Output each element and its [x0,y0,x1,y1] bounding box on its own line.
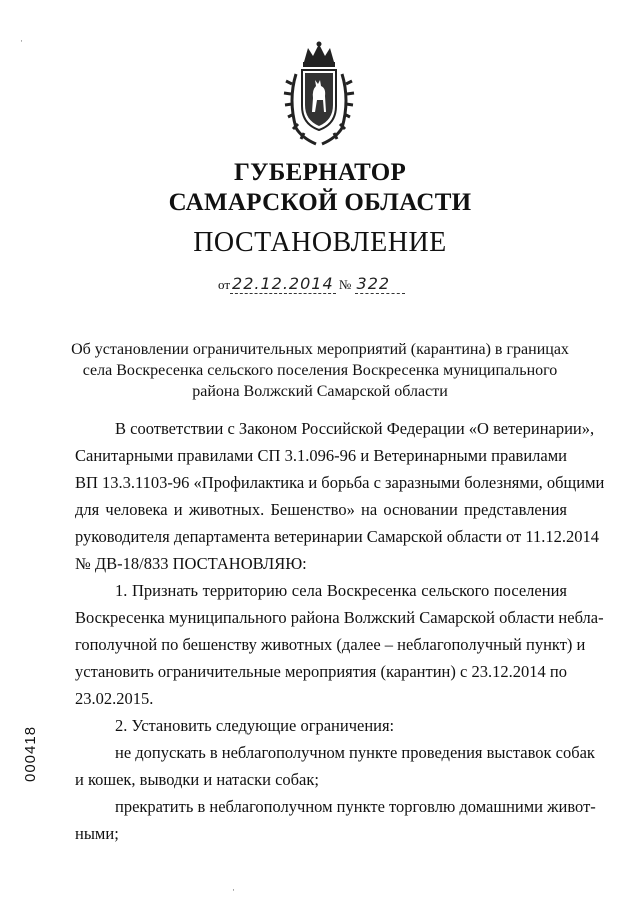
subject-line: села Воскресенка сельского поселения Воскресенка муниципального [82,362,558,379]
coat-of-arms-icon [282,40,356,150]
body-line: руководителя департамента ветеринарии Самарской области от 11.12.2014 [75,527,600,546]
document-subject [60,339,580,402]
body-line: для человека и животных. Бешенство» на основании представления [75,500,567,519]
body-line: не допускать в неблагополучном пункте проведения выставок собак [115,743,595,762]
body-line: Воскресенка муниципального района Волжский Самарской области небла- [75,608,604,627]
document-type: ПОСТАНОВЛЕНИЕ [193,227,447,258]
subject-line: Об установлении ограничительных мероприятий (карантина) в границах [71,341,569,358]
body-line: прекратить в неблагополучном пункте торговлю домашними живот- [115,797,596,816]
body-line: ВП 13.3.1103-96 «Профилактика и борьба с заразными болезнями, общими [75,473,605,492]
date-value: 22.12.2014 [232,274,334,293]
body-line: 23.02.2015. [75,689,154,708]
issuer-title: ГУБЕРНАТОР [233,159,407,186]
scan-mark: · [20,36,23,46]
body-line: и кошек, выводки и натаски собак; [75,770,319,789]
date-prefix: от [218,277,231,292]
body-line: № ДВ-18/833 ПОСТАНОВЛЯЮ: [75,554,307,573]
scan-mark: · [232,885,235,895]
body-line: 1. Признать территорию села Воскресенка сельского поселения [115,581,567,600]
body-line: 2. Установить следующие ограничения: [115,716,395,735]
number-value: 322 [356,274,391,293]
number-prefix: № [338,277,352,292]
body-line: ными; [75,824,119,843]
subject-line: района Волжский Самарской области [192,383,448,400]
body-line: Санитарными правилами СП 3.1.096-96 и Ветеринарными правилами [75,446,567,465]
date-number-line [218,274,405,294]
body-line: гополучной по бешенству животных (далее – неблагополучный пункт) и [75,635,586,654]
margin-stamp-number: 000418 [22,725,39,782]
issuer-region: САМАРСКОЙ ОБЛАСТИ [168,189,472,216]
body-line: установить ограничительные мероприятия (карантин) с 23.12.2014 по [75,662,567,681]
body-line: В соответствии с Законом Российской Федерации «О ветеринарии», [115,419,595,438]
